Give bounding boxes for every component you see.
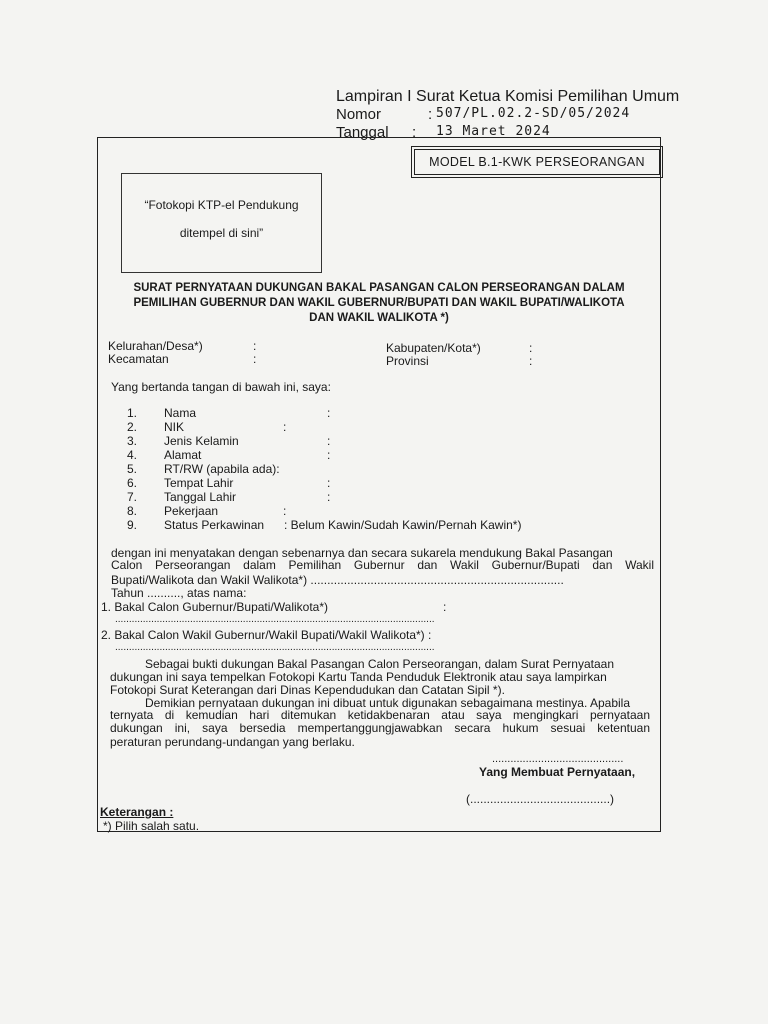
notes-title: Keterangan : bbox=[100, 805, 174, 819]
status-options: : Belum Kawin/Sudah Kawin/Pernah Kawin*) bbox=[284, 518, 522, 532]
candidate-2-line: ................................................................................................................... bbox=[115, 642, 435, 653]
notes-item: *) Pilih salah satu. bbox=[103, 819, 200, 833]
evidence-line3: Fotokopi Surat Keterangan dari Dinas Kependudukan dan Catatan Sipil *). bbox=[110, 683, 505, 697]
field-status: Status Perkawinan bbox=[164, 518, 265, 532]
kelurahan-label: Kelurahan/Desa*) bbox=[108, 339, 203, 353]
model-label: MODEL B.1-KWK PERSEORANGAN bbox=[414, 149, 660, 175]
nomor-value: 507/PL.02.2-SD/05/2024 bbox=[436, 106, 631, 121]
field-tanggal-lahir: Tanggal Lahir bbox=[164, 490, 237, 504]
field-tempat-lahir: Tempat Lahir bbox=[164, 476, 234, 490]
statement-line2: Calon Perseorangan dalam Pemilihan Gubernur dan Wakil Gubernur/Bupati dan Wakil bbox=[111, 558, 654, 572]
field-alamat: Alamat bbox=[164, 448, 202, 462]
evidence-line2: dukungan ini saya tempelkan Fotokopi Kartu Tanda Penduduk Elektronik atau saya lampirkan bbox=[110, 670, 607, 684]
closing-line2: ternyata di kemudian hari ditemukan ketidakbenaran atau saya mengingkari pernyataan bbox=[110, 708, 650, 722]
closing-line1: Demikian pernyataan dukungan ini dibuat untuk digunakan sebagaimana mestinya. Apabila bbox=[145, 696, 630, 710]
candidate-1-line: ................................................................................................................... bbox=[115, 614, 435, 625]
intro-text: Yang bertanda tangan di bawah ini, saya: bbox=[111, 380, 331, 394]
closing-line4: peraturan perundang-undangan yang berlaku. bbox=[110, 735, 355, 749]
form-title: SURAT PERNYATAAN DUKUNGAN BAKAL PASANGAN CALON PERSEORANGAN DALAM PEMILIHAN GUBERNUR DAN WAKIL GUBERNUR/BUPATI DAN WAKIL BUPATI/WALIKOTA DAN WAKIL WALIKOTA *) bbox=[133, 282, 625, 324]
tanggal-value: 13 Maret 2024 bbox=[436, 124, 551, 139]
field-rtrw: RT/RW (apabila ada): bbox=[164, 462, 280, 476]
field-pekerjaan: Pekerjaan bbox=[164, 504, 219, 518]
evidence-line1: Sebagai bukti dukungan Bakal Pasangan Calon Perseorangan, dalam Surat Pernyataan bbox=[145, 657, 614, 671]
field-nik: NIK bbox=[164, 420, 185, 434]
statement-line4: Tahun .........., atas nama: bbox=[111, 586, 247, 600]
candidate-2: 2. Bakal Calon Wakil Gubernur/Wakil Bupati/Wakil Walikota*) : bbox=[101, 628, 432, 642]
candidate-1: 1. Bakal Calon Gubernur/Bupati/Walikota*) bbox=[101, 600, 329, 614]
closing-line3: dukungan ini, saya bersedia mempertanggungjawabkan secara hukum sesuai ketentuan bbox=[110, 721, 650, 735]
statement-line3: Bupati/Walikota dan Wakil Walikota*) ............................................................................ bbox=[111, 573, 564, 587]
signature-name-line: (..........................................) bbox=[466, 792, 615, 806]
signature-date-line: ........................................... bbox=[492, 753, 624, 765]
kecamatan-label: Kecamatan bbox=[108, 352, 169, 366]
field-nama: Nama bbox=[164, 406, 197, 420]
signature-label: Yang Membuat Pernyataan, bbox=[479, 765, 636, 779]
statement-line1: dengan ini menyatakan dengan sebenarnya dan secara sukarela mendukung Bakal Pasangan bbox=[111, 546, 613, 560]
field-jenis-kelamin: Jenis Kelamin bbox=[164, 434, 239, 448]
ktp-photo-box: “Fotokopi KTP-el Pendukung ditempel di sini” bbox=[121, 173, 322, 273]
provinsi-label: Provinsi bbox=[386, 354, 429, 368]
kabupaten-label: Kabupaten/Kota*) bbox=[386, 341, 481, 355]
